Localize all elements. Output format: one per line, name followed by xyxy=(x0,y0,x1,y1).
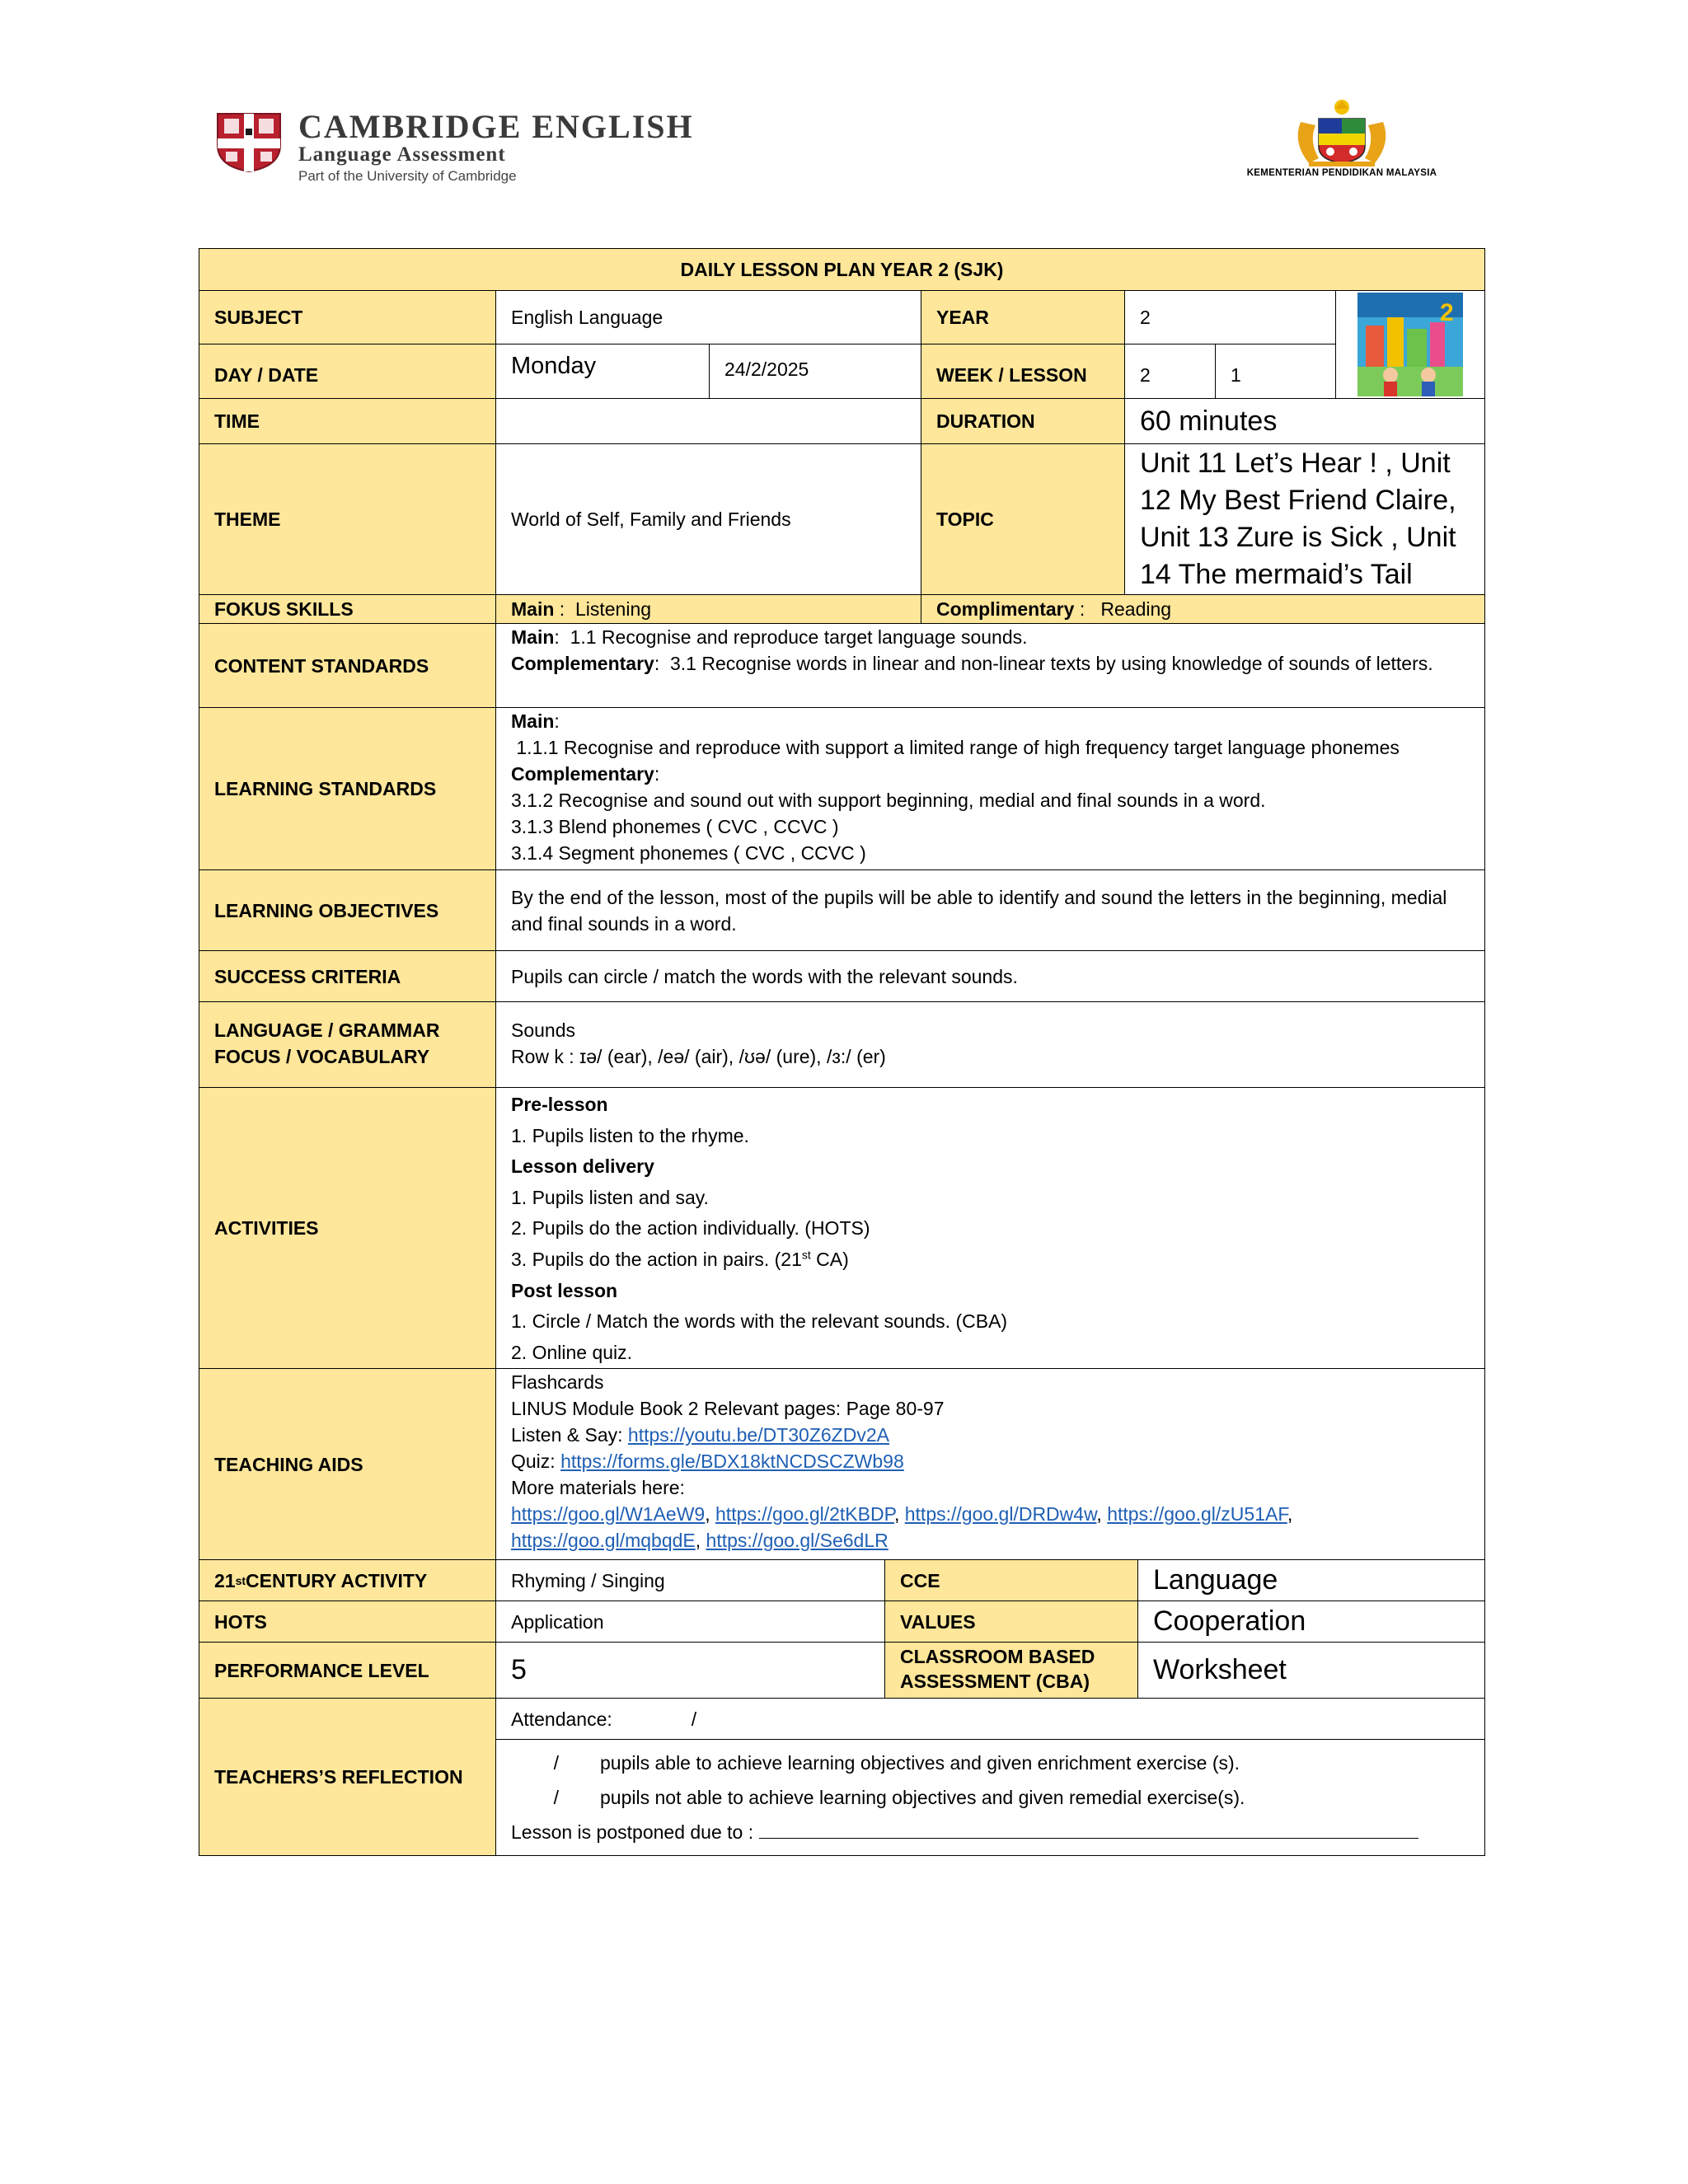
skills-main-label: Main xyxy=(511,598,555,620)
content-comp-value: 3.1 Recognise words in linear and non-linear texts by using knowledge of sounds of letters. xyxy=(670,653,1433,674)
performance-label: PERFORMANCE LEVEL xyxy=(199,1642,496,1699)
date-value: 24/2/2025 xyxy=(709,344,921,399)
lesson-value: 1 xyxy=(1215,344,1336,399)
reflection-line: pupils able to achieve learning objectives and given enrichment exercise (s). xyxy=(600,1752,1240,1774)
reflection-slash: / xyxy=(553,1787,559,1808)
cba-value: Worksheet xyxy=(1137,1642,1485,1699)
aids-label: TEACHING AIDS xyxy=(199,1368,496,1560)
material-link[interactable]: https://goo.gl/zU51AF xyxy=(1107,1503,1287,1525)
learning-comp-item: 3.1.3 Blend phonemes ( CVC , CCVC ) xyxy=(511,816,839,837)
activity-step: 1. Circle / Match the words with the relevant sounds. (CBA) xyxy=(511,1310,1008,1333)
year-value: 2 xyxy=(1124,290,1336,344)
aids-more: More materials here: xyxy=(511,1477,685,1498)
hots-label: HOTS xyxy=(199,1601,496,1643)
material-link[interactable]: https://goo.gl/2tKBDP xyxy=(715,1503,894,1525)
time-label: TIME xyxy=(199,398,496,444)
cambridge-subtitle: Language Assessment xyxy=(298,143,506,166)
aids-listen-label: Listen & Say: xyxy=(511,1424,628,1446)
topic-label: TOPIC xyxy=(921,443,1125,595)
activity-step-text: 3. Pupils do the action in pairs. (21 xyxy=(511,1248,802,1270)
content-main-label: Main xyxy=(511,626,555,648)
aids-quiz-label: Quiz: xyxy=(511,1451,561,1472)
skills-comp: Complimentary : Reading xyxy=(921,594,1485,624)
aids-value: Flashcards LINUS Module Book 2 Relevant pages: Page 80-97 Listen & Say: https://youtu.be/DT30Z6ZDv2A Quiz: https://forms.gle/BDX18ktNCDSCZWb98 More materials here: https://goo.gl/W1AeW9, https://goo.gl/2tKBDP, https://goo.gl/DRDw4w, https://goo.gl/zU51AF, https://goo.gl/mqbqdE, https://goo.gl/Se6dLR xyxy=(495,1368,1485,1560)
grammar-label-line: FOCUS / VOCABULARY xyxy=(214,1046,430,1067)
grammar-line: Sounds xyxy=(511,1019,576,1041)
subject-value: English Language xyxy=(495,290,921,344)
activity-step-text: CA) xyxy=(810,1248,849,1270)
postponed-label: Lesson is postponed due to : xyxy=(511,1821,759,1843)
content-comp-label: Complementary xyxy=(511,653,654,674)
material-link[interactable]: https://goo.gl/Se6dLR xyxy=(706,1530,889,1551)
performance-value: 5 xyxy=(495,1642,885,1699)
reflection-label: TEACHERS’S REFLECTION xyxy=(199,1698,496,1856)
content-label: CONTENT STANDARDS xyxy=(199,623,496,708)
cambridge-shield-icon xyxy=(216,112,282,173)
skills-label: FOKUS SKILLS xyxy=(199,594,496,624)
century-value: Rhyming / Singing xyxy=(495,1559,885,1601)
week-label: WEEK / LESSON xyxy=(921,344,1125,399)
quiz-link[interactable]: https://forms.gle/BDX18ktNCDSCZWb98 xyxy=(560,1451,904,1472)
skills-comp-value: Reading xyxy=(1100,598,1172,620)
learning-label: LEARNING STANDARDS xyxy=(199,707,496,870)
activities-label: ACTIVITIES xyxy=(199,1087,496,1369)
century-label: 21 st CENTURY ACTIVITY xyxy=(199,1559,496,1601)
learning-comp-item: 3.1.2 Recognise and sound out with support beginning, medial and final sounds in a word. xyxy=(511,790,1266,811)
post-lesson-heading: Post lesson xyxy=(511,1279,618,1301)
activities-value xyxy=(495,1087,1485,1369)
textbook-cover-cell xyxy=(1335,290,1485,399)
success-label: SUCCESS CRITERIA xyxy=(199,950,496,1002)
pre-lesson-heading: Pre-lesson xyxy=(511,1094,608,1115)
content-main-value: 1.1 Recognise and reproduce target language sounds. xyxy=(570,626,1028,648)
material-link[interactable]: https://goo.gl/DRDw4w xyxy=(904,1503,1097,1525)
content-value: Main: 1.1 Recognise and reproduce target language sounds. Complementary: 3.1 Recognise words in linear and non-linear texts by using knowledge of sounds of letters. xyxy=(495,623,1485,708)
subject-label: SUBJECT xyxy=(199,290,496,344)
ordinal-suffix: st xyxy=(801,1248,811,1262)
theme-label: THEME xyxy=(199,443,496,595)
day-value: Monday xyxy=(495,344,710,399)
cce-label: CCE xyxy=(884,1559,1138,1601)
ministry-name: KEMENTERIAN PENDIDIKAN MALAYSIA xyxy=(1246,168,1437,178)
material-link[interactable]: https://goo.gl/mqbqdE xyxy=(511,1530,696,1551)
aids-item: Flashcards xyxy=(511,1371,604,1393)
attendance-row xyxy=(495,1698,1485,1740)
grammar-line: Row k : ɪə/ (ear), /eə/ (air), /ʊə/ (ure), /ɜ:/ (er) xyxy=(511,1046,886,1067)
learning-main-value: 1.1.1 Recognise and reproduce with support a limited range of high frequency target language phonemes xyxy=(516,737,1400,758)
reflection-value xyxy=(495,1739,1485,1856)
cba-label-line: ASSESSMENT (CBA) xyxy=(900,1671,1090,1692)
activity-step xyxy=(511,1244,1470,1276)
day-label: DAY / DATE xyxy=(199,344,496,399)
theme-value: World of Self, Family and Friends xyxy=(495,443,921,595)
activity-step: 1. Pupils listen and say. xyxy=(511,1186,709,1208)
learning-comp-label: Complementary xyxy=(511,763,654,785)
cambridge-title: CAMBRIDGE ENGLISH xyxy=(298,108,694,145)
cba-label-line: CLASSROOM BASED xyxy=(900,1646,1095,1667)
aids-item: LINUS Module Book 2 Relevant pages: Page 80-97 xyxy=(511,1398,945,1419)
attendance-label: Attendance: xyxy=(511,1708,612,1730)
success-value: Pupils can circle / match the words with the relevant sounds. xyxy=(495,950,1485,1002)
objectives-label: LEARNING OBJECTIVES xyxy=(199,869,496,951)
objectives-value: By the end of the lesson, most of the pupils will be able to identify and sound the letters in the beginning, medial and final sounds in a word. xyxy=(495,869,1485,951)
postponed-blank[interactable] xyxy=(759,1823,1418,1839)
attendance-slash: / xyxy=(691,1708,697,1730)
skills-comp-label: Complimentary xyxy=(936,598,1075,620)
learning-value: Main: 1.1.1 Recognise and reproduce with support a limited range of high frequency target language phonemes Complementary: 3.1.2 Recognise and sound out with support beginning, medial and final sounds in a word. 3.1.3 Blend phonemes ( CVC , CCVC ) 3.1.4 Segment phonemes ( CVC , CCVC ) xyxy=(495,707,1485,870)
hots-value: Application xyxy=(495,1601,885,1643)
values-label: VALUES xyxy=(884,1601,1138,1643)
skills-main: Main : Listening xyxy=(495,594,921,624)
century-label-text: 21 xyxy=(214,1569,236,1591)
lesson-delivery-heading: Lesson delivery xyxy=(511,1155,654,1178)
learning-main-label: Main xyxy=(511,710,555,732)
century-label-text: CENTURY ACTIVITY xyxy=(246,1569,428,1591)
svg-text:2: 2 xyxy=(1440,299,1454,326)
reflection-line: pupils not able to achieve learning objectives and given remedial exercise(s). xyxy=(600,1787,1245,1808)
textbook-cover-icon xyxy=(1357,293,1463,396)
skills-main-value: Listening xyxy=(574,598,652,620)
cambridge-english-logo xyxy=(216,105,710,185)
grammar-label xyxy=(199,1001,496,1088)
grammar-value xyxy=(495,1001,1485,1088)
time-value xyxy=(495,398,921,444)
activity-step: 2. Online quiz. xyxy=(511,1341,633,1363)
year-label: YEAR xyxy=(921,290,1125,344)
week-value: 2 xyxy=(1124,344,1216,399)
material-link[interactable]: https://goo.gl/W1AeW9 xyxy=(511,1503,706,1525)
duration-label: DURATION xyxy=(921,398,1125,444)
learning-comp-item: 3.1.4 Segment phonemes ( CVC , CCVC ) xyxy=(511,842,866,864)
malaysia-crest-icon xyxy=(1268,97,1416,168)
values-value: Cooperation xyxy=(1137,1601,1485,1643)
duration-value: 60 minutes xyxy=(1124,398,1485,444)
cba-label xyxy=(884,1642,1138,1699)
cce-value: Language xyxy=(1137,1559,1485,1601)
listen-say-link[interactable]: https://youtu.be/DT30Z6ZDv2A xyxy=(627,1424,889,1446)
activity-step: 2. Pupils do the action individually. (HOTS) xyxy=(511,1217,870,1240)
grammar-label-line: LANGUAGE / GRAMMAR xyxy=(214,1019,440,1041)
ministry-logo xyxy=(1218,97,1465,180)
plan-title: DAILY LESSON PLAN YEAR 2 (SJK) xyxy=(199,248,1485,291)
cambridge-part: Part of the University of Cambridge xyxy=(298,168,517,184)
topic-value: Unit 11 Let’s Hear ! , Unit 12 My Best Friend Claire, Unit 13 Zure is Sick , Unit 14 The mermaid’s Tail xyxy=(1124,443,1485,595)
reflection-slash: / xyxy=(553,1752,559,1774)
activity-step: 1. Pupils listen to the rhyme. xyxy=(511,1124,749,1146)
